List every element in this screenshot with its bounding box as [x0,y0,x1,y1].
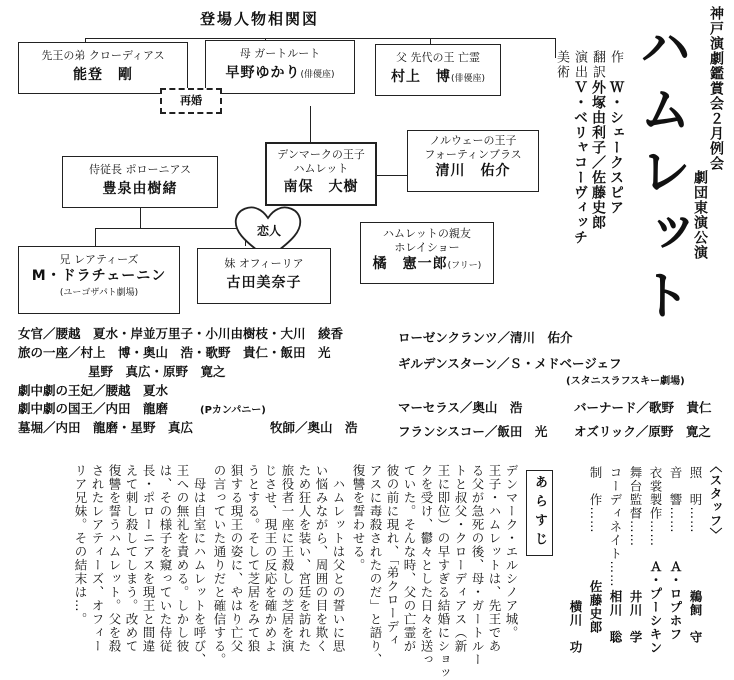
cast-line: (Pカンパニー) [200,405,266,416]
synopsis-heading: あらすじ [526,470,553,556]
fortinbras-role2: フォーティンブラス [424,148,522,161]
connector-line [95,228,245,229]
synopsis-line: アスに毒殺されたのだ」と語り、 [368,464,383,667]
remarriage-label [160,88,222,114]
claudius-box [18,42,188,94]
fortinbras-box [407,130,539,192]
cast-line: バーナード／歌野 貴仁 [574,400,712,415]
staff-name: 横川 功 [568,600,583,654]
cast-line: (スタニスラフスキー劇場) [566,376,685,387]
horatio-affil: (フリー) [447,261,482,271]
hamlet-role2: ハムレット [293,162,349,175]
cast-line: 牧師／奥山 浩 [270,420,358,435]
staff-role: 制 作…… [588,466,603,534]
ophelia-box [197,248,331,304]
synopsis-line: 王に即位）の早すぎる結婚にショッ [436,464,451,680]
lovers-label: 恋人 [257,224,282,238]
synopsis-line: えて刺し殺してしまう。改めて [124,464,139,653]
synopsis-line: 王への無礼を責める。しかし彼 [175,464,190,653]
gertrude-box [205,40,355,94]
staff-role: 照 明…… [688,466,703,534]
chart-title: 登場人物相関図 [200,10,320,28]
staff-name: 鵜飼 守 [688,590,703,644]
cast-line: 墓堀／内田 龍磨・星野 真広 [18,420,194,435]
ophelia-role: 妹 オフィーリア [224,257,304,270]
staff-name: 佐藤史郎 [588,580,603,634]
remarriage-text: 再婚 [180,94,202,107]
claudius-role: 先王の弟 クローディアス [41,49,165,62]
gertrude-actor: 早野ゆかり [225,65,301,81]
polonius-actor: 豊泉由樹緒 [102,181,178,197]
staff-role: 衣裳製作…… [648,466,663,547]
staff-name: Ａ・ロプホフ [668,560,683,641]
laertes-box [18,246,180,314]
synopsis-line: ていた。そんな時、父の亡霊が [402,464,417,653]
staff-role: 舞台監督…… [628,466,643,547]
cast-line: マーセラス／奥山 浩 [398,400,523,415]
connector-line [310,106,311,142]
synopsis-line: 旅役者一座に王殺しの芝居を演 [280,464,295,653]
event-name: 神戸演劇鑑賞会２月例会 [708,6,724,171]
claudius-actor: 能登 剛 [73,67,133,83]
synopsis-line: されたレアティーズ、オフィー [90,464,105,653]
staff-name: Ａ・プーシキン [648,560,663,655]
cast-line: 旅の一座／村上 博・奥山 浩・歌野 貴仁・飯田 光 [18,345,331,360]
laertes-role: 兄 レアティーズ [59,253,139,266]
connector-line [377,175,407,176]
ghost-actor: 村上 博 [390,69,451,85]
synopsis-line: は、その様子を窺っていた侍従 [158,464,173,653]
connector-line [95,228,96,246]
synopsis-line: リア兄妹。その結末は…。 [73,464,88,626]
synopsis-line: デンマーク・エルシノア城。 [504,464,519,640]
cast-line: 劇中劇の王妃／腰越 夏水 [18,383,169,398]
synopsis-line: じさせ、現王の反応を確かめよ [263,464,278,653]
cast-line: ギルデンスターン／Ｓ・メドベージェフ [398,356,622,371]
cast-line: 劇中劇の国王／内田 龍磨 [18,401,169,416]
synopsis-line: 母は自室にハムレットを呼び、 [192,464,207,667]
cast-line: オズリック／原野 寛之 [574,424,711,439]
credit-role: 演出 [572,50,587,80]
credit-role: 作 [608,50,623,65]
polonius-box [62,156,218,208]
credit-role: 美術 [554,50,569,80]
gertrude-affil: (俳優座) [300,70,335,80]
ghost-role: 父 先代の王 亡霊 [396,51,480,64]
laertes-actor: M・ドラチェーニン [31,268,167,284]
synopsis-line: の言っていた通りだと確信する。 [212,464,227,667]
fortinbras-actor: 清川 佑介 [435,163,511,179]
synopsis-line: 復讐を誓わせる。 [351,464,366,572]
cast-line: 女官／腰越 夏水・岸並万里子・小川由樹枝・大川 綾香 [18,326,344,341]
synopsis-line: 王子・ハムレットは、先王であ [487,464,502,653]
ophelia-actor: 古田美奈子 [226,275,302,291]
synopsis-line: ため狂人を装い、宮廷を訪れた [297,464,312,653]
synopsis-line: ハムレットは父との誓いに思 [331,464,346,653]
cast-line: 星野 真広・原野 寛之 [88,364,226,379]
synopsis-line: うとする。そして芝居をみて狼 [246,464,261,653]
cast-line: ローゼンクランツ／清川 佑介 [398,330,573,345]
credit-name: Ｖ・ベリャコーヴィッチ [572,80,588,245]
ghost-affil: (俳優座) [450,74,486,84]
synopsis-line: 長・ポローニアスを現王と間違 [141,464,156,653]
hamlet-role1: デンマークの王子 [277,148,365,161]
credit-role: 翻訳 [590,50,605,80]
synopsis-line: る父が急死の後、母・ガートルー [470,464,485,667]
hamlet-actor: 南保 大樹 [283,179,359,195]
connector-line [140,208,141,228]
hamlet-box [265,142,377,206]
synopsis-line: 復讐を誓うハムレット。父を殺 [107,464,122,653]
credit-name: Ｗ・シェークスピア [608,80,624,215]
synopsis-line: クを受け、鬱々とした日々を送っ [419,464,434,667]
connector-line [85,38,555,39]
ghost-box [375,44,501,96]
staff-name: 相川 聡 [608,590,623,644]
horatio-actor: 橘 憲一郎 [372,256,448,272]
staff-heading: 〈スタッフ〉 [708,460,723,541]
staff-role: コーディネイト…… [608,466,623,588]
fortinbras-role1: ノルウェーの王子 [429,134,517,147]
cast-line: フランシスコー／飯田 光 [398,424,548,439]
horatio-role1: ハムレットの親友 [383,227,471,240]
synopsis-line: 彼の前に現れ、「弟クローディ [385,464,400,647]
synopsis-line: い悩みながら、周囲の目を欺く [314,464,329,653]
play-title: ハムレット [630,20,690,330]
staff-name: 井川 学 [628,590,643,644]
company-name: 劇団東演公演 [692,170,708,260]
horatio-box [360,222,494,284]
polonius-role: 侍従長 ポローニアス [88,163,192,176]
horatio-role2: ホレイショー [394,241,460,254]
credit-name: 外塚由利子／佐藤史郎 [590,80,606,230]
synopsis-line: 狽する現王の姿に、やはり亡父 [229,464,244,653]
synopsis-line: トと叔父・クローディアス（新 [453,464,468,653]
laertes-affil: (ユーゴザパト劇場) [59,288,139,298]
staff-role: 音 響…… [668,466,683,534]
gertrude-role: 母 ガートルート [239,47,321,60]
